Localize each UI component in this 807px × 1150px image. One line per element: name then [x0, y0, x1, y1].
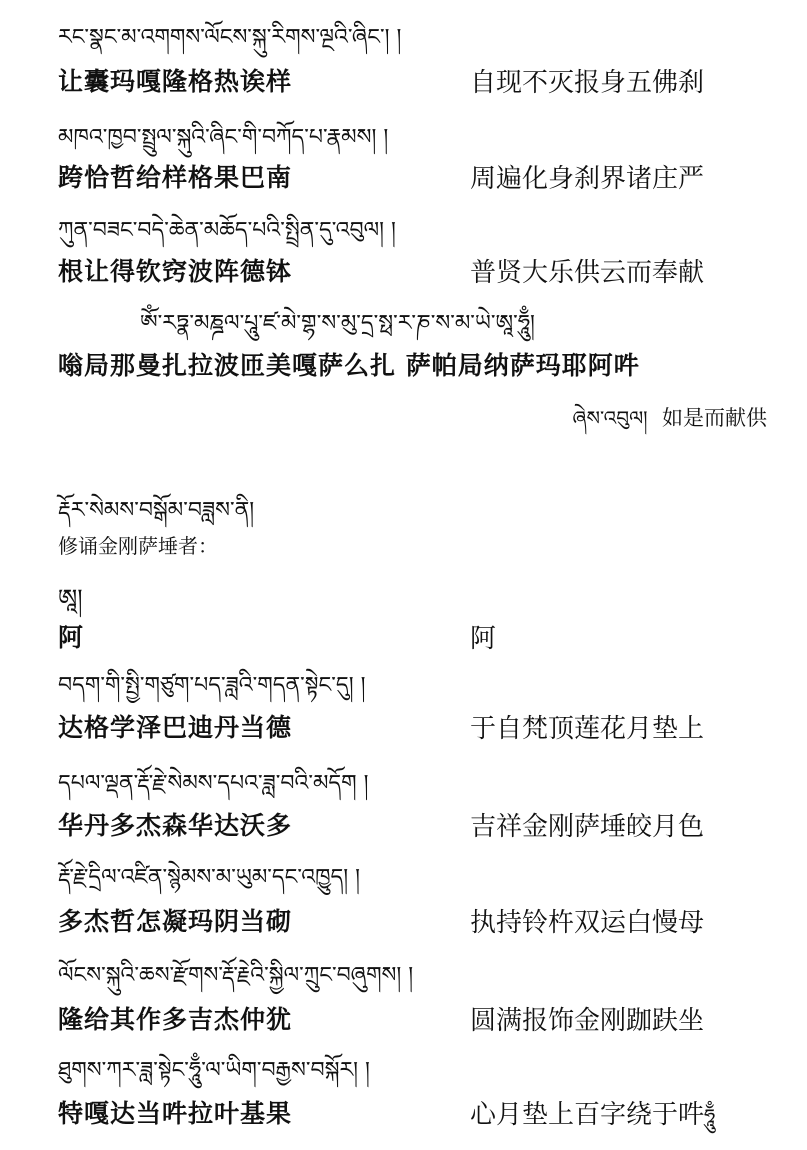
verse-3-chinese: 普贤大乐供云而奉献	[470, 258, 705, 288]
offering-chinese: 如是而献供	[662, 406, 767, 430]
verse-1-chinese: 自现不灭报身五佛刹	[470, 68, 705, 98]
verse-5-phonetic: 华丹多杰森华达沃多	[58, 811, 293, 840]
seed-syllable-phonetic: 阿	[58, 623, 84, 652]
verse-8-chinese-text: 心月垫上百字绕于吽	[470, 1100, 705, 1130]
verse-6-chinese: 执持铃杵双运白慢母	[470, 908, 705, 938]
section-heading-chinese: 修诵金刚萨埵者：	[58, 534, 218, 558]
verse-2-phonetic: 跨恰哲给样格果巴南	[58, 163, 293, 192]
verse-7-chinese: 圆满报饰金刚跏趺坐	[470, 1006, 705, 1036]
offering-tibetan: ཞེས་འབུལ།	[572, 406, 648, 430]
verse-2-chinese: 周遍化身刹界诸庄严	[470, 164, 705, 194]
mantra-phonetic: 嗡局那曼扎拉波匝美嘎萨么扎 萨帕局纳萨玛耶阿吽	[58, 351, 640, 380]
verse-8-tibetan: ཐུགས་ཀར་ཟླ་སྟེང་ཧཱུྃ་ལ་ཡིག་བརྒྱས་བསྐོར། །	[58, 1058, 370, 1083]
verse-3-tibetan: ཀུན་བཟང་བདེ་ཆེན་མཆོད་པའི་སྤྲིན་དུ་འབུལ། །	[58, 218, 396, 243]
seed-syllable-tibetan: ཨཱ།	[58, 584, 83, 612]
verse-4-chinese: 于自梵顶莲花月垫上	[470, 714, 705, 744]
verse-7-tibetan: ལོངས་སྐུའི་ཆས་རྫོགས་རྡོ་རྗེའི་སྐྱིལ་ཀྲུང་བཞུགས། །	[58, 963, 414, 988]
verse-1-tibetan: རང་སྣང་མ་འགགས་ལོངས་སྐུ་རིགས་ལྔའི་ཞིང་། །	[58, 25, 402, 50]
verse-4-tibetan: བདག་གི་སྤྱི་གཙུག་པད་ཟླའི་གདན་སྟེང་དུ། །	[58, 673, 366, 698]
verse-8-trailing-glyph: ཧཱུྃ	[704, 1104, 716, 1128]
verse-5-tibetan: དཔལ་ལྡན་རྡོ་རྗེ་སེམས་དཔའ་ཟླ་བའི་མདོག །	[58, 771, 369, 796]
verse-6-tibetan: རྡོ་རྗེ་དྲིལ་འཛིན་སྙེམས་མ་ཡུམ་དང་འཁྱུད། །	[58, 865, 361, 890]
verse-1-phonetic: 让囊玛嘎隆格热诶样	[58, 67, 293, 96]
verse-2-tibetan: མཁའ་ཁྱབ་སྤྲུལ་སྐུའི་ཞིང་གི་བཀོད་པ་རྣམས། །	[58, 125, 389, 150]
verse-7-phonetic: 隆给其作多吉杰仲犹	[58, 1005, 293, 1034]
offering-line	[573, 396, 767, 452]
verse-4-phonetic: 达格学泽巴迪丹当德	[58, 713, 293, 742]
verse-8-phonetic: 特嘎达当吽拉叶基果	[58, 1099, 293, 1128]
verse-6-phonetic: 多杰哲怎凝玛阴当砌	[58, 907, 293, 936]
verse-3-phonetic: 根让得钦窍波阵德钵	[58, 257, 293, 286]
seed-syllable-chinese: 阿	[470, 624, 497, 654]
verse-5-chinese: 吉祥金刚萨埵皎月色	[470, 812, 705, 842]
mantra-tibetan: ཨོཾ་རཏྣ་མཎྜལ་པཱུ་ཛ་མེ་གྷ་ས་མུ་དྲ་སྥ་ར་ཎ་ས་མ་ཡེ་ཨཱ་ཧཱུྃ།	[140, 311, 535, 336]
section-heading-tibetan: རྡོར་སེམས་བསྒོམ་བཟླས་ནི།	[58, 498, 255, 523]
